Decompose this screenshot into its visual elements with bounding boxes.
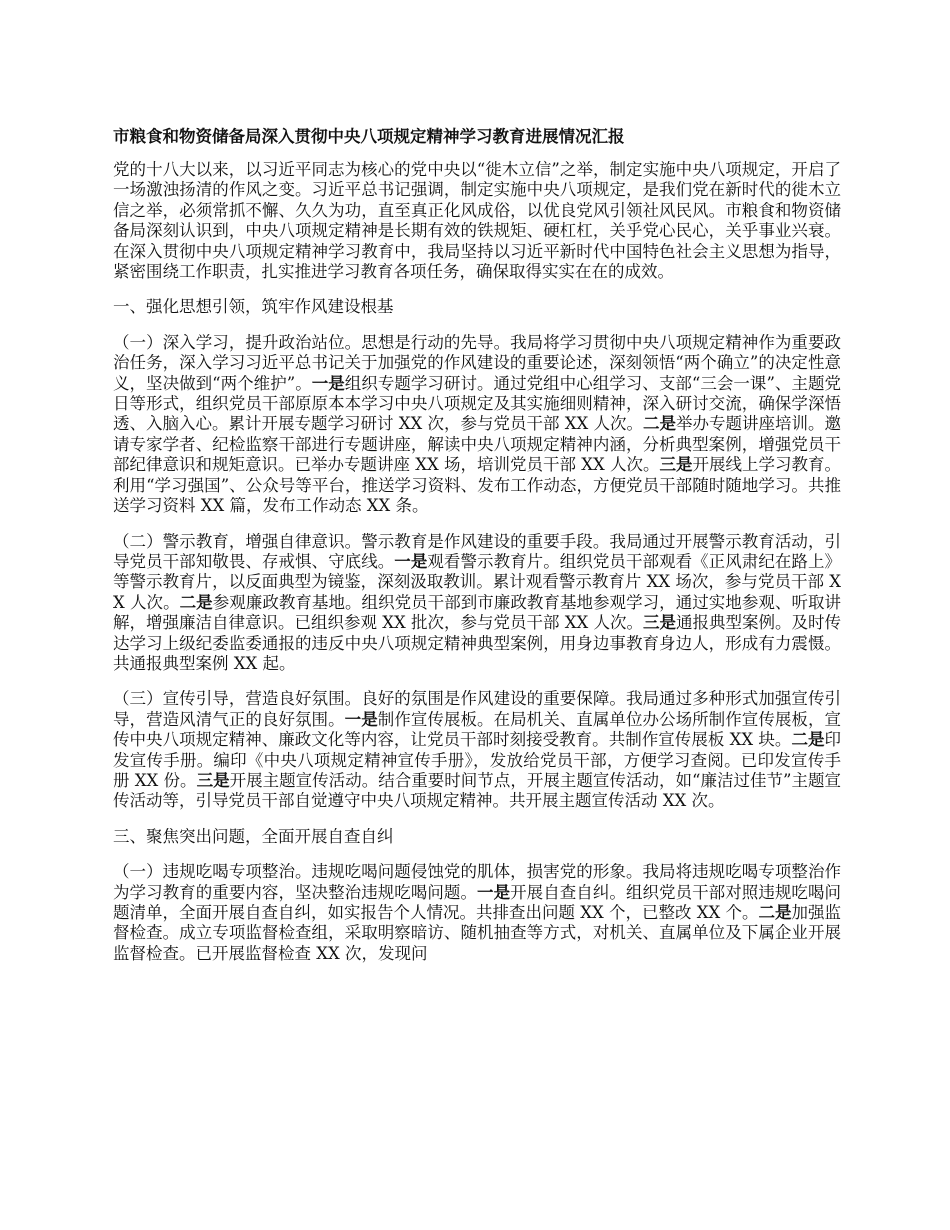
keyword: 二是 <box>643 414 677 434</box>
subsection-1-2 <box>113 532 841 675</box>
paragraph-lead: （三）宣传引导，营造良好氛围。良好的氛围是作风建设的重要保障。我局通过多种形式加强宣传引导，营造风清气正的良好氛围。 <box>113 689 841 729</box>
section-heading-3: 三、聚焦突出问题，全面开展自查自纠 <box>113 826 394 846</box>
paragraph-text: 开展自查自纠。组织党员干部对照违规吃喝问题清单，全面开展自查自纠，如实报告个人情况。共排查出问题 XX 个，已整改 XX 个。 <box>113 882 842 922</box>
section-heading-1: 一、强化思想引领，筑牢作风建设根基 <box>113 297 394 317</box>
keyword: 一是 <box>311 373 345 393</box>
keyword: 一是 <box>344 709 378 729</box>
keyword: 三是 <box>196 770 230 790</box>
paragraph-lead: （一）深入学习，提升政治站位。思想是行动的先导。我局将学习贯彻中央八项规定精神作为重要政治任务，深入学习习近平总书记关于加强党的作风建设的重要论述，深刻领悟“两个确立”的决定性意义，坚决做到“两个维护”。 <box>113 332 841 393</box>
paragraph-text: 通报典型案例。及时传达学习上级纪委监委通报的违反中央八项规定精神典型案例，用身边事教育身边人，形成有力震慑。共通报典型案例 XX 起。 <box>113 613 842 673</box>
keyword: 二是 <box>179 592 213 612</box>
keyword: 一是 <box>477 882 511 902</box>
keyword: 二是 <box>758 903 792 922</box>
keyword: 一是 <box>394 551 428 571</box>
subsection-3-1 <box>113 862 841 964</box>
keyword: 三是 <box>643 613 677 633</box>
keyword: 三是 <box>659 455 693 475</box>
intro-paragraph: 党的十八大以来，以习近平同志为核心的党中央以“徙木立信”之举，制定实施中央八项规定，开启了一场激浊扬清的作风之变。习近平总书记强调，制定实施中央八项规定，是我们党在新时代的徙木立信之举，必须常抓不懈、久久为功，直至真正化风成俗，以优良党风引领社风民风。市粮食和物资储备局深刻认识到，中央八项规定精神是长期有效的铁规矩、硬杠杠，关乎党心民心，关乎事业兴衰。在深入贯彻中央八项规定精神学习教育中，我局坚持以习近平新时代中国特色社会主义思想为指导，紧密围绕工作职责，扎实推进学习教育各项任务，确保取得实实在在的成效。 <box>113 160 841 282</box>
paragraph-lead: （二）警示教育，增强自律意识。警示教育是作风建设的重要手段。我局通过开展警示教育活动，引导党员干部知敬畏、存戒惧、守底线。 <box>113 531 841 571</box>
paragraph-text: 举办专题讲座培训。邀请专家学者、纪检监察干部进行专题讲座，解读中央八项规定精神内涵，分析典型案例，增强党员干部纪律意识和规矩意识。已举办专题讲座 XX 场，培训党员干部 XX 人次。 <box>113 414 842 475</box>
document-title: 市粮食和物资储备局深入贯彻中央八项规定精神学习教育进展情况汇报 <box>113 127 625 146</box>
paragraph-text: 组织专题学习研讨。通过党组中心组学习、支部“三会一课”、主题党日等形式，组织党员干部原原本本学习中央八项规定及其实施细则精神，深入研讨交流，确保学深悟透、入脑入心。累计开展专题学习研讨 XX 次，参与党员干部 XX 人次。 <box>113 373 842 434</box>
paragraph-text: 开展线上学习教育。利用“学习强国”、公众号等平台，推送学习资料、发布工作动态，方便党员干部随时随地学习。共推送学习资料 XX 篇，发布工作动态 XX 条。 <box>113 455 842 516</box>
subsection-1-1 <box>113 333 841 517</box>
document-page <box>113 126 841 979</box>
subsection-1-3 <box>113 689 841 811</box>
paragraph-text: 印发宣传手册。编印《中央八项规定精神宣传手册》，发放给党员干部，方便学习查阅。已印发宣传手册 XX 份。 <box>113 730 842 790</box>
keyword: 二是 <box>791 730 825 750</box>
paragraph-text: 制作宣传展板。在局机关、直属单位办公场所制作宣传展板，宣传中央八项规定精神、廉政文化等内容，让党员干部时刻接受教育。共制作宣传展板 XX 块。 <box>113 709 842 750</box>
paragraph-lead: （一）违规吃喝专项整治。违规吃喝问题侵蚀党的肌体，损害党的形象。我局将违规吃喝专项整治作为学习教育的重要内容，坚决整治违规吃喝问题。 <box>113 862 841 902</box>
paragraph-text: 观看警示教育片。组织党员干部观看《正风肃纪在路上》等警示教育片，以反面典型为镜鉴，深刻汲取教训。累计观看警示教育片 XX 场次，参与党员干部 XX 人次。 <box>113 551 842 612</box>
paragraph-text: 参观廉政教育基地。组织党员干部到市廉政教育基地参观学习，通过实地参观、听取讲解，增强廉洁自律意识。已组织参观 XX 批次，参与党员干部 XX 人次。 <box>113 592 842 633</box>
paragraph-text: 加强监督检查。成立专项监督检查组，采取明察暗访、随机抽查等方式，对机关、直属单位及下属企业开展监督检查。已开展监督检查 XX 次，发现问 <box>113 903 842 963</box>
paragraph-text: 开展主题宣传活动。结合重要时间节点，开展主题宣传活动，如“廉洁过佳节”主题宣传活动等，引导党员干部自觉遵守中央八项规定精神。共开展主题宣传活动 XX 次。 <box>113 770 842 811</box>
